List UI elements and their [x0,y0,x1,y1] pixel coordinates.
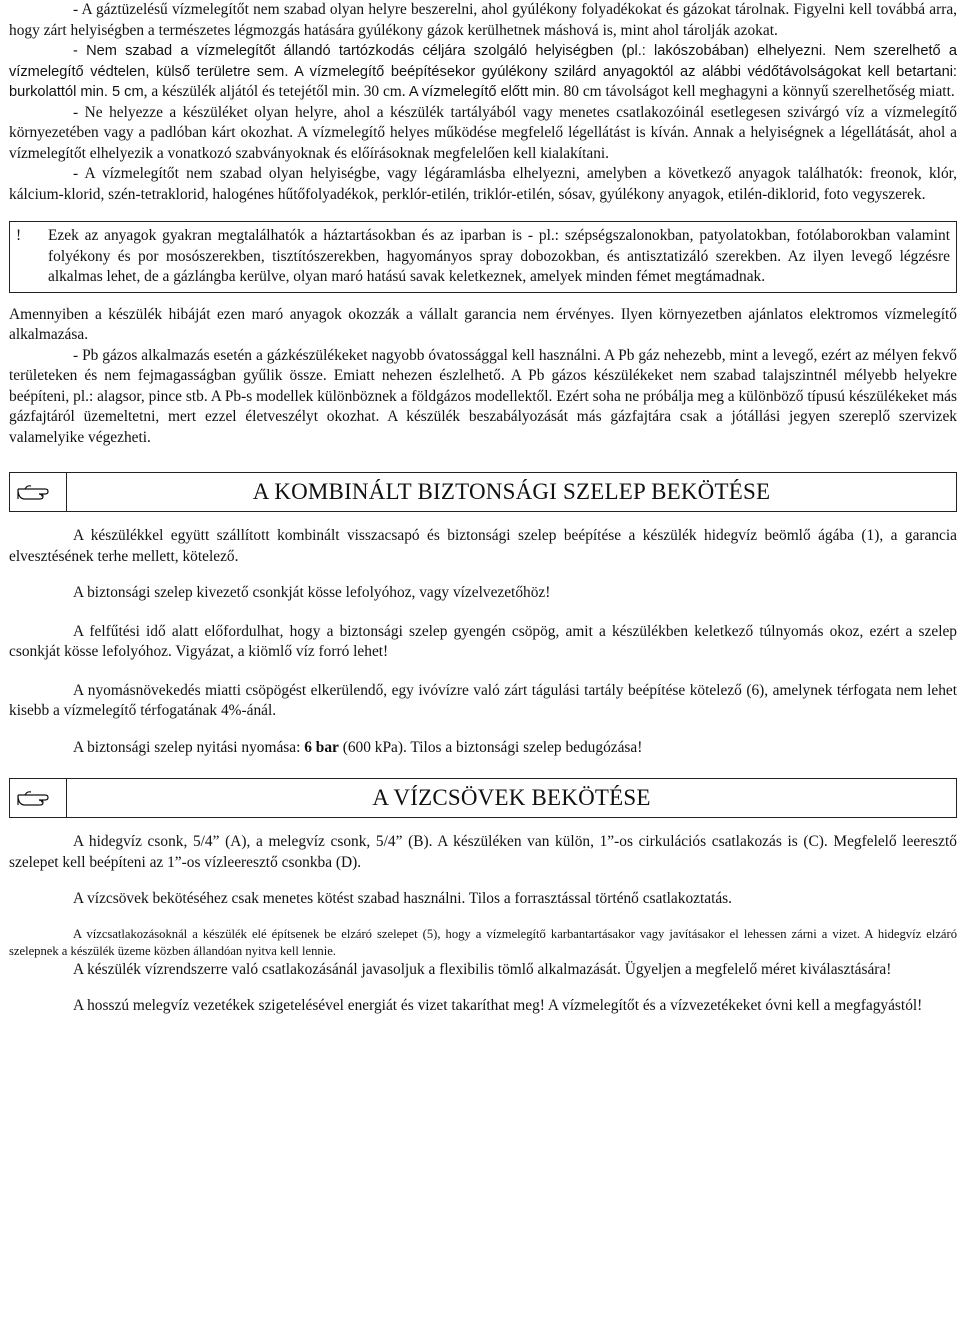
paragraph-shutoff-valve: A vízcsatlakozásoknál a készülék elé építsenek be elzáró szelepet (5), hogy a vízmelegítő karbantartásakor vagy javításakor el lehessen zárni a vizet. A hidegvíz elzáró szelepnek a készülék üzeme közben állandóan nyitva kell lennie. [9,926,957,958]
text-run: A vízmelegítő előtt min. [405,84,560,100]
exclamation-icon: ! [16,227,22,244]
text-run: (600 kPa). Tilos a biztonsági szelep bedugózása! [338,738,643,756]
section-heading-water-pipes [9,778,957,818]
pointing-hand-icon [10,473,67,511]
section-title: A KOMBINÁLT BIZTONSÁGI SZELEP BEKÖTÉSE [252,478,771,504]
paragraph-valve-drain: A biztonsági szelep kivezető csonkját kösse lefolyóhoz, vagy vízelvezetőhöz! [73,584,551,601]
document-page [9,0,957,1017]
paragraph-expansion-tank: A nyomásnövekedés miatti csöpögést elkerülendő, egy ivóvízre való zárt tágulási tartály beépítése kötelező (6), amelynek térfogata nem lehet kisebb a vízmelegítő térfogatának 4%-ánál. [9,681,957,719]
text-run: A biztonsági szelep nyitási nyomása: [73,738,305,756]
paragraph-valve-mandatory: A készülékkel együtt szállított kombinált visszacsapó és biztonsági szelep beépítése a készülék hidegvíz beömlő ágába (1), a garancia elvesztésének terhe mellett, kötelező. [9,527,957,565]
paragraph-pipe-connections: A hidegvíz csonk, 5/4” (A), a melegvíz csonk, 5/4” (B). A készüléken van külön, 1”-os cirkulációs csatlakozás is (C). Megfelelő leeresztő szelepet kell beépíteni az 1”-os vízleeresztő csonkba (D). [9,833,957,871]
section-title: A VÍZCSÖVEK BEKÖTÉSE [372,784,651,810]
paragraph-threaded-joints: A vízcsövek bekötéséhez csak menetes kötést szabad használni. Tilos a forrasztással történő csatlakoztatás. [73,890,733,907]
paragraph-water-leak: - Ne helyezze a készüléket olyan helyre, ahol a készülék tartályából vagy menetes csatlakozóinál esetlegesen szivárgó víz a vízmelegítő környezetében vagy a padlóban kárt okozhat. A vízmelegítő helyes működése megfelelő légellátást is kíván. Annak a helyiségnek a légellátását, ahol a vízmelegítőt elhelyezik a vonatkozó szabványoknak és előírásoknak megfelelően kell kialakítani. [9,103,957,162]
text-run: , a készülék aljától és tetejétől min. 30 cm. [143,83,406,100]
warning-note-text: Ezek az anyagok gyakran megtalálhatók a háztartásokban és az iparban is - pl.: szépségszalonokban, patyolatokban, fotólaborokban valamint folyékony és por mosószerekben, tisztítószerekben, hagyományos spray dobozokban, és antisztatizáló szerekben. Az ilyen levegő légzésre alkalmas lehet, de a gázlángba kerülve, olyan maró hatású savak keletkeznek, amelyek minden fémet megtámadnak. [48,227,950,285]
paragraph-insulation: A hosszú melegvíz vezetékek szigetelésével energiát és vizet takaríthat meg! A vízmelegítőt és a vízvezetékeket óvni kell a megfagyástól! [73,997,923,1014]
paragraph-flexible-hose: A készülék vízrendszerre való csatlakozásánál javasoljuk a flexibilis tömlő alkalmazását. Ügyeljen a megfelelő méret kiválasztására! [73,960,892,978]
paragraph-forbidden-substances: - A vízmelegítőt nem szabad olyan helyiségbe, vagy légáramlásba elhelyezni, amelyben a következő anyagok találhatók: freonok, klór, kálcium-klorid, szén-tetraklorid, halogénes hűtőfolyadékok, perklór-etilén, triklór-etilén, sósav, gyúlékony anyagok, etilén-diklorid, foto vegyszerek. [9,165,957,203]
paragraph-opening-pressure [9,738,957,759]
paragraph-installation-location [9,41,957,103]
pointing-hand-icon [10,779,67,817]
pressure-value: 6 bar [304,738,339,756]
warning-note-box [9,221,957,293]
text-run: - Nem szabad a vízmelegítőt állandó tartózkodás céljára szolgáló helyiségben (pl.: lakószobában) elhelyezni. Nem szerelhető a vízmelegítő védtelen, külső területre sem. A vízmelegítő beépítésekor gyúlékony szilárd anyagoktól az alábbi védőtávolságokat kell betartani: burkolattól min. 5 cm [9,43,957,100]
paragraph-pb-gas: - Pb gázos alkalmazás esetén a gázkészülékeket nagyobb óvatossággal kell használni. A Pb gáz nehezebb, mint a levegő, ezért az mélyen fekvő területeken és nem fejmagasságban gyűlik össze. Emiatt nehezen észlelhető. A Pb gázos készülékeket nem szabad talajszintnél mélyebb helyekre beépíteni, pl.: alagsor, pince stb. A Pb-s modellek különböznek a földgázos modellektől. Ezért soha ne próbálja meg a különböző típusú készülékeket más gázfajtáról üzemeltetni, mert ezzel életveszélyt okozhat. A készülék beszabályozását más gázfajtára csak a jótállási jegyen szereplő szervizek valamelyike végezheti. [9,346,957,446]
paragraph-flammable-storage: - A gáztüzelésű vízmelegítőt nem szabad olyan helyre beszerelni, ahol gyúlékony folyadékokat és gázokat tárolnak. Figyelni kell továbbá arra, hogy zárt helyiségben a természetes légmozgás hatására gyúlékony gázok kerülhetnek máshová is, mint ahol tárolják azokat. [9,1,957,39]
section-heading-safety-valve [9,472,957,512]
paragraph-warranty: Amennyiben a készülék hibáját ezen maró anyagok okozzák a vállalt garancia nem érvényes. Ilyen környezetben ajánlatos elektromos vízmelegítő alkalmazása. [9,305,957,343]
text-run: 80 cm távolságot kell meghagyni a könnyű szerelhetőség miatt. [559,83,955,100]
paragraph-valve-drip: A felfűtési idő alatt előfordulhat, hogy a biztonsági szelep gyengén csöpög, amit a készülékben keletkező túlnyomás okoz, ezért a szelep csonkját kösse lefolyóhoz. Vigyázat, a kiömlő víz forró lehet! [9,622,957,660]
